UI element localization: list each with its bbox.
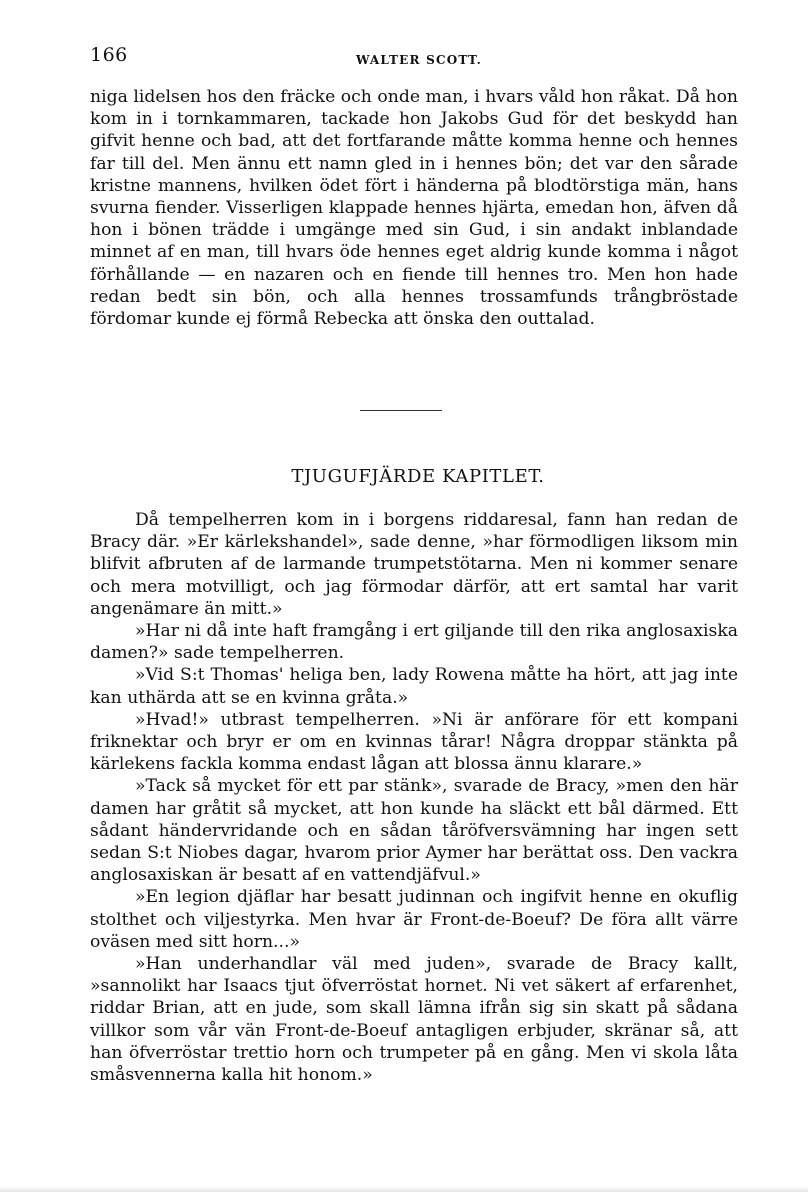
running-head: WALTER SCOTT.	[355, 53, 483, 67]
paragraph: »Vid S:t Thomas' heliga ben, lady Rowena måtte ha hört, att jag inte kan uthärda att se en kvinna gråta.»	[90, 665, 738, 708]
continued-paragraph: niga lidelsen hos den fräcke och onde man, i hvars våld hon råkat. Då hon kom in i tornkammaren, tackade hon Jakobs Gud för det beskydd han gifvit henne och bad, att det fortfarande måtte komma henne och hennes far till del. Men ännu ett namn gled in i hennes bön; det var den sårade kristne mannens, hvilken ödet fört i händerna på blodtörstiga män, hans svurna fiender. Visserligen klappade hennes hjärta, emedan hon, äfven då hon i bönen trädde i umgänge med sin Gud, i sin andakt inblandade minnet af en man, till hvars öde hennes eget aldrig kunde komma i något förhållande — en nazaren och en fiende till hennes tro. Men hon hade redan bedt sin bön, och alla hennes trossamfunds trångbröstade fördomar kunde ej förmå Rebecka att önska den outtalad.	[90, 87, 738, 330]
chapter-text-block	[90, 509, 738, 1086]
section-divider	[360, 410, 442, 411]
paragraph: Då tempelherren kom in i borgens riddaresal, fann han redan de Bracy där. »Er kärlekshandel», sade denne, »har förmodligen liksom min blifvit afbruten af de larmande trumpetstötarna. Men ni kommer senare och mera motvilligt, och jag förmodar därför, att ert samtal har varit angenämare än mitt.»	[90, 510, 738, 619]
paragraph: »En legion djäflar har besatt judinnan och ingifvit henne en okuflig stolthet och viljestyrka. Men hvar är Front-de-Boeuf? De föra allt värre oväsen med sitt horn...»	[90, 887, 738, 952]
page-number: 166	[90, 44, 128, 66]
paragraph: »Hvad!» utbrast tempelherren. »Ni är anförare för ett kompani friknektar och bryr er om en kvinnas tårar! Några droppar stänkta på kärlekens fackla komma endast lågan att blossa ännu klarare.»	[90, 709, 738, 775]
paragraph: »Han underhandlar väl med juden», svarade de Bracy kallt, »sannolikt har Isaacs tjut öfverröstat hornet. Ni vet säkert af erfarenhet, riddar Brian, att en jude, som skall lämna ifrån sig sin skatt på sådana villkor som vår vän Front-de-Boeuf antagligen erbjuder, skränar så, att han öfverröstar trettio horn och trumpeter på en gång. Men vi skola låta småsvennerna kalla hit honom.»	[90, 954, 738, 1086]
continued-text-block	[90, 86, 738, 330]
chapter-title: TJUGUFJÄRDE KAPITLET.	[291, 466, 545, 487]
paragraph: »Har ni då inte haft framgång i ert giljande till den rika anglosaxiska damen?» sade tempelherren.	[90, 621, 738, 664]
page-bottom-edge	[0, 1186, 808, 1192]
paragraph: »Tack så mycket för ett par stänk», svarade de Bracy, »men den här damen har gråtit så mycket, att hon kunde ha släckt ett bål därmed. Ett sådant händervridande och en sådan tåröfversvämning har ingen sett sedan S:t Niobes dagar, hvarom prior Aymer har berättat oss. Den vackra anglosaxiskan är besatt af en vattendjäfvul.»	[90, 776, 738, 886]
